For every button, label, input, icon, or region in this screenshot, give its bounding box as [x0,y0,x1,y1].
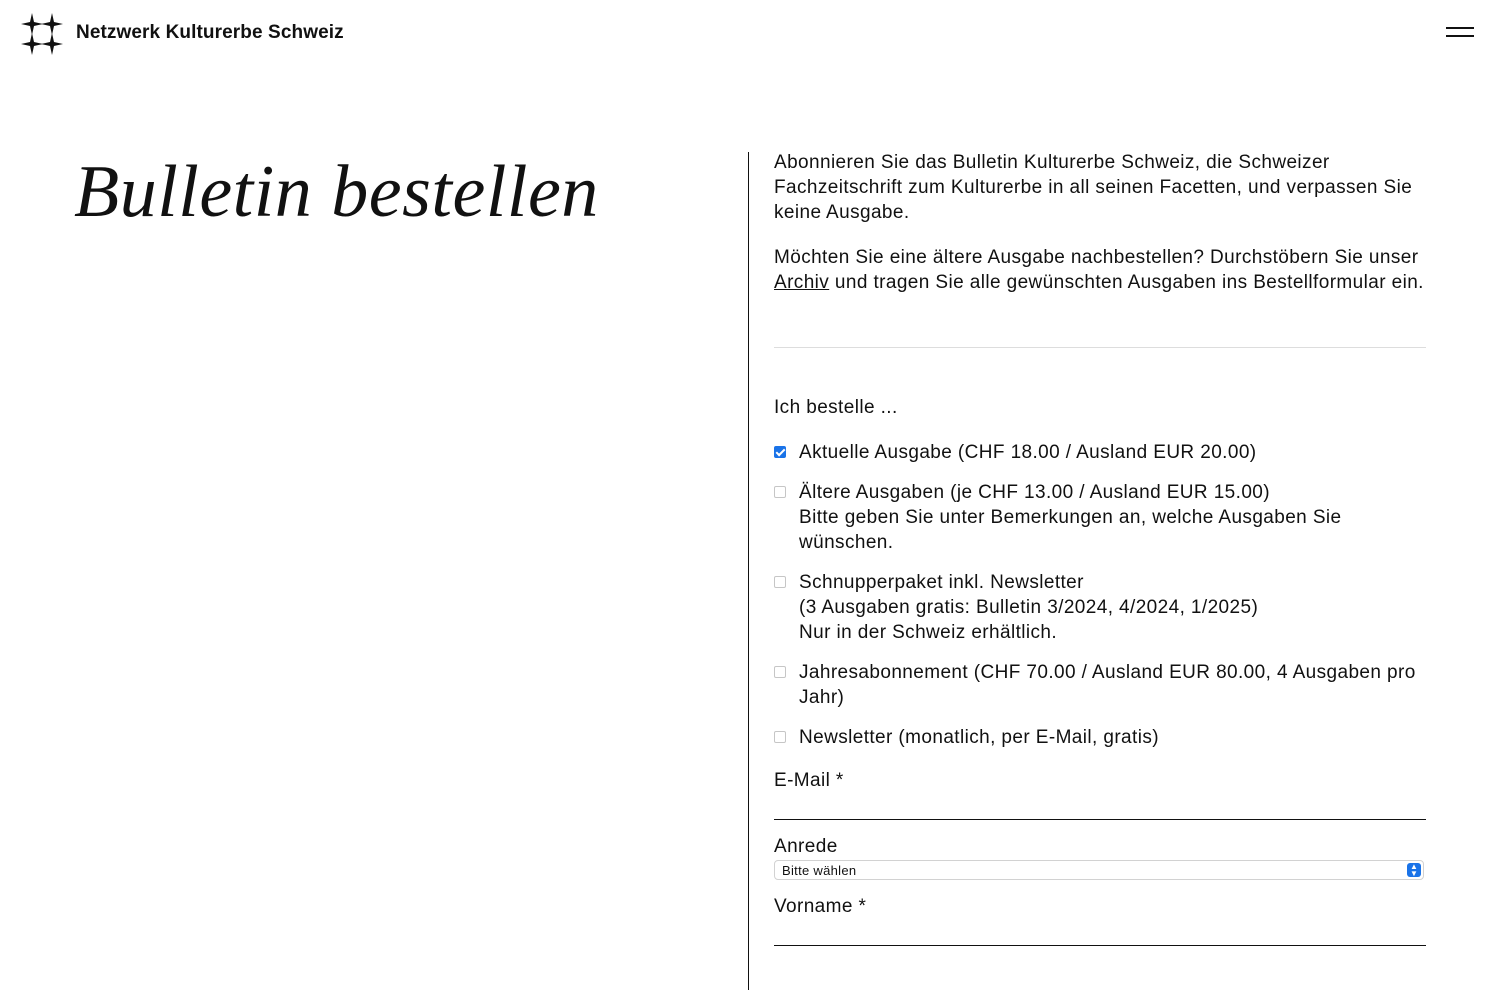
menu-bar [1446,27,1474,29]
select-arrows-icon: ▲ ▼ [1407,863,1421,877]
email-label: E-Mail * [774,770,844,791]
archive-paragraph [774,245,1426,295]
column-divider [748,152,749,990]
order-option-checkbox[interactable] [774,486,786,498]
anrede-select[interactable] [774,860,1424,880]
archive-text-after: und tragen Sie alle gewünschten Ausgaben ins Bestellformular ein. [829,272,1424,293]
order-option-label: Bitte geben Sie unter Bemerkungen an, welche Ausgaben Sie wünschen. [799,507,1342,553]
order-option[interactable] [774,725,1426,750]
archive-text-before: Möchten Sie eine ältere Ausgabe nachbestellen? Durchstöbern Sie unser [774,247,1419,268]
order-option-label: Schnupperpaket inkl. Newsletter [799,572,1084,593]
anrede-field-group [774,834,1426,880]
anrede-selected-value: Bitte wählen [782,863,857,878]
order-option-label: Aktuelle Ausgabe (CHF 18.00 / Ausland EUR 20.00) [799,442,1257,463]
order-option-label: Jahresabonnement (CHF 70.00 / Ausland EUR 80.00, 4 Ausgaben pro Jahr) [799,662,1416,708]
archive-link[interactable]: Archiv [774,272,830,293]
order-heading: Ich bestelle ... [774,397,898,418]
intro-paragraph: Abonnieren Sie das Bulletin Kulturerbe Schweiz, die Schweizer Fachzeitschrift zum Kulturerbe in all seinen Facetten, und verpassen Sie keine Ausgabe. [774,152,1413,223]
order-column [774,150,1426,946]
order-options [774,440,1426,750]
order-option-label: Ältere Ausgaben (je CHF 13.00 / Ausland EUR 15.00) [799,482,1270,503]
email-input[interactable] [774,793,1426,820]
site-header [0,0,1500,66]
order-option[interactable] [774,440,1426,465]
anrede-label: Anrede [774,836,838,857]
order-option[interactable] [774,660,1426,710]
vorname-field-group [774,894,1426,946]
order-option-checkbox[interactable] [774,666,786,678]
order-option[interactable] [774,570,1426,645]
order-option-label: Newsletter (monatlich, per E-Mail, gratis) [799,727,1159,748]
order-option-checkbox[interactable] [774,446,786,458]
vorname-label: Vorname * [774,896,867,917]
order-option-label: Nur in der Schweiz erhältlich. [799,622,1058,643]
menu-bar [1446,35,1474,37]
order-option-checkbox[interactable] [774,576,786,588]
order-option-checkbox[interactable] [774,731,786,743]
page-title: Bulletin bestellen [74,151,599,233]
order-option[interactable] [774,480,1426,555]
four-point-star-cluster-logo[interactable] [20,12,64,56]
hamburger-menu-icon[interactable] [1440,22,1480,44]
site-brand-name[interactable]: Netzwerk Kulturerbe Schweiz [76,22,344,43]
order-option-label: (3 Ausgaben gratis: Bulletin 3/2024, 4/2024, 1/2025) [799,597,1259,618]
email-field-group [774,768,1426,820]
vorname-input[interactable] [774,919,1426,946]
section-divider [774,347,1426,348]
